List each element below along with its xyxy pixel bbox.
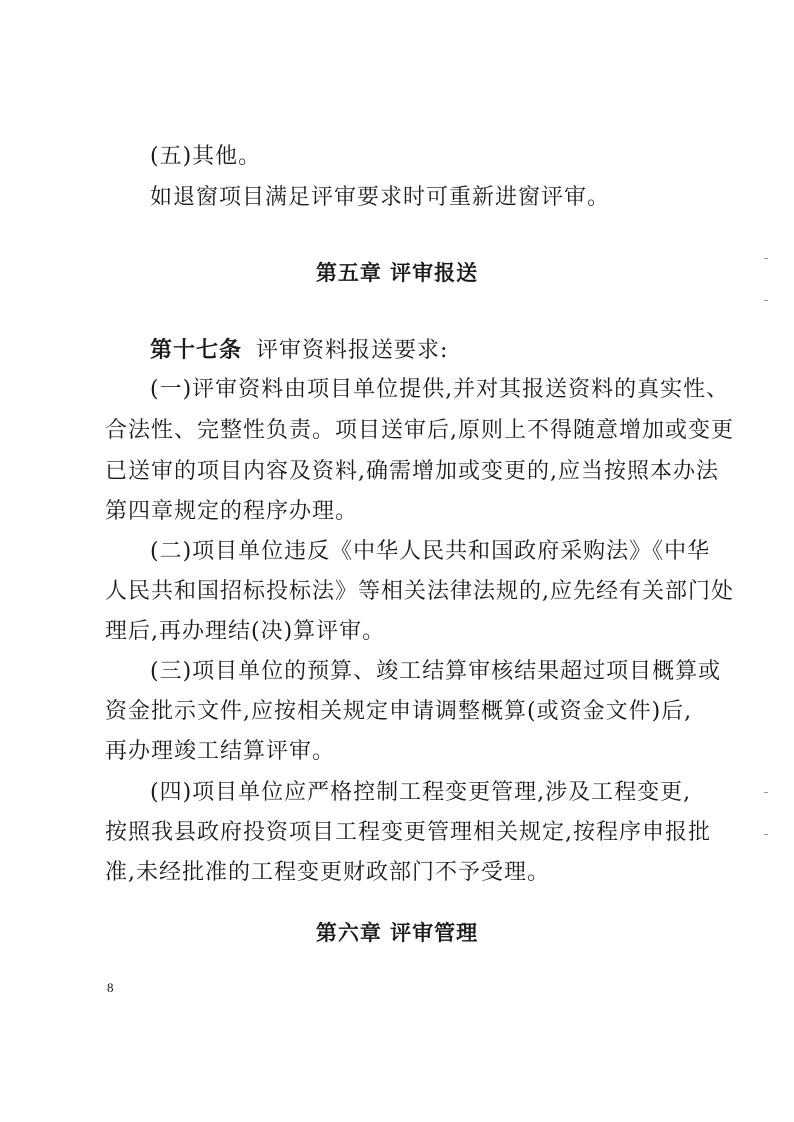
para-2-line-2: 人民共和国招标投标法》等相关法律法规的,应先经有关部门处 bbox=[105, 579, 734, 604]
para-1-line-3: 已送审的项目内容及资料,确需增加或变更的,应当按照本办法 bbox=[105, 459, 719, 484]
re-entry-note: 如退窗项目满足评审要求时可重新进窗评审。 bbox=[150, 185, 611, 210]
para-3-line-2: 资金批示文件,应按相关规定申请调整概算(或资金文件)后, bbox=[105, 699, 693, 724]
para-4-line-1: (四)项目单位应严格控制工程变更管理,涉及工程变更, bbox=[150, 780, 692, 805]
para-3-line-1: (三)项目单位的预算、竣工结算审核结果超过项目概算或 bbox=[150, 659, 722, 684]
para-3-line-3: 再办理竣工结算评审。 bbox=[105, 739, 336, 764]
para-1-line-1: (一)评审资料由项目单位提供,并对其报送资料的真实性、 bbox=[150, 377, 730, 402]
para-2-line-1: (二)项目单位违反《中华人民共和国政府采购法》《中华 bbox=[150, 539, 711, 564]
scan-mark bbox=[764, 258, 768, 259]
article-17-heading bbox=[150, 336, 750, 366]
page-number: 8 bbox=[107, 980, 114, 995]
para-4-line-2: 按照我县政府投资项目工程变更管理相关规定,按程序申报批 bbox=[105, 820, 711, 845]
chapter-6-title: 第六章 评审管理 bbox=[315, 921, 479, 945]
scan-mark bbox=[764, 834, 768, 835]
chapter-5-title: 第五章 评审报送 bbox=[315, 261, 479, 285]
para-4-line-3: 准,未经批准的工程变更财政部门不予受理。 bbox=[105, 860, 550, 885]
article-title: 评审资料报送要求: bbox=[256, 338, 449, 363]
para-2-line-3: 理后,再办理结(决)算评审。 bbox=[105, 619, 386, 644]
article-number: 第十七条 bbox=[150, 338, 243, 363]
scan-mark bbox=[764, 300, 768, 301]
scan-mark bbox=[764, 792, 768, 793]
item-five-other: (五)其他。 bbox=[150, 144, 262, 169]
para-1-line-2: 合法性、完整性负责。项目送审后,原则上不得随意增加或变更 bbox=[105, 418, 734, 443]
para-1-line-4: 第四章规定的程序办理。 bbox=[105, 499, 359, 524]
